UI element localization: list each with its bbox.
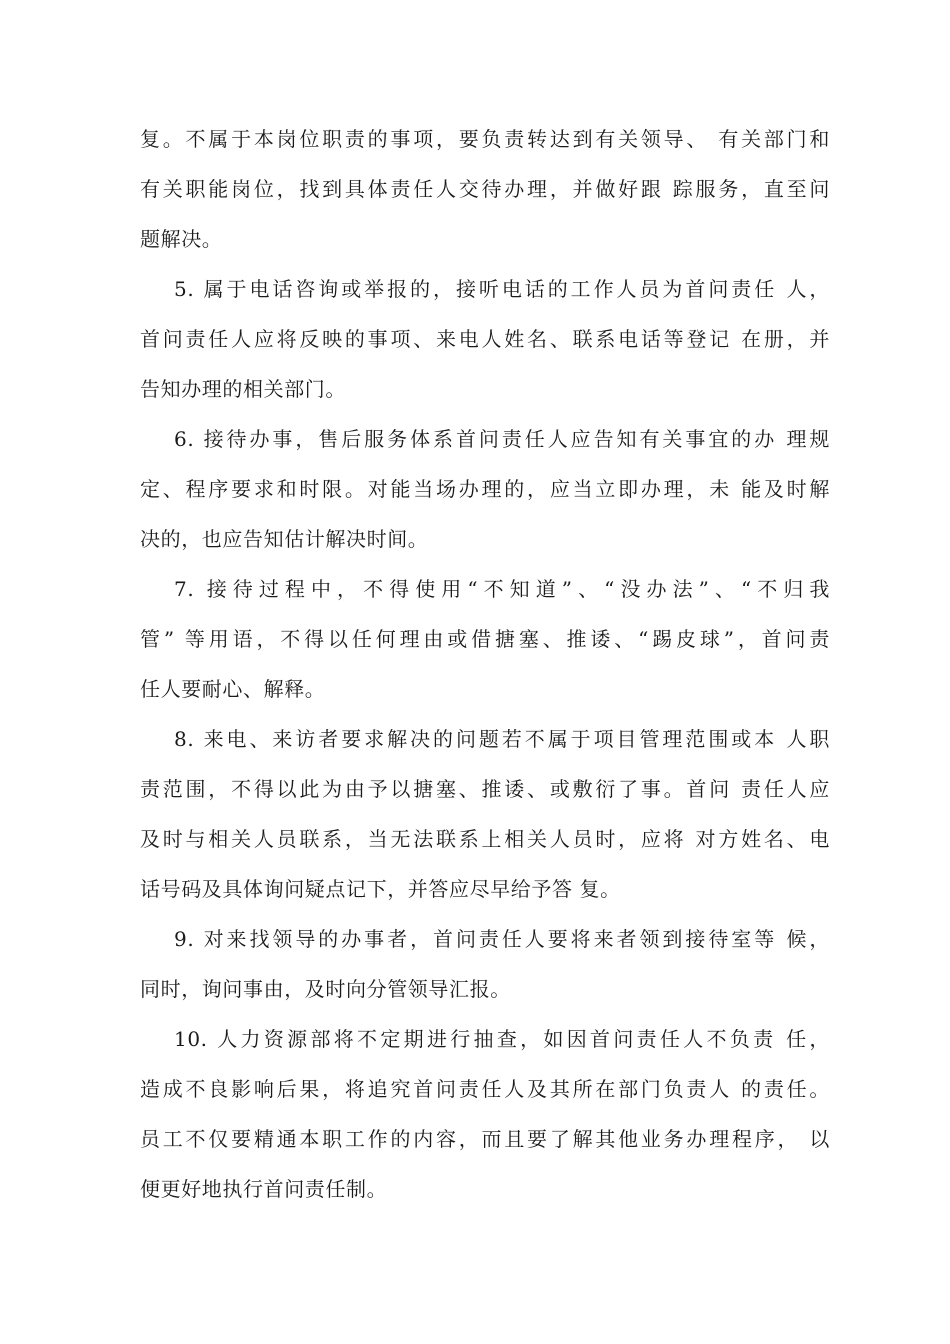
text-line: 造成不良影响后果，将追究首问责任人及其所在部门负责人 的责任。 [140,1077,830,1101]
text-line: 复。不属于本岗位职责的事项，要负责转达到有关领导、 有关部门和 [140,127,830,151]
text-line: 首问责任人应将反映的事项、来电人姓名、联系电话等登记 在册，并 [140,327,830,351]
document-body [140,114,830,1214]
paragraph-item-7 [140,564,830,714]
text-line: 10. 人力资源部将不定期进行抽查，如因首问责任人不负责 任， [174,1027,830,1051]
paragraph-continuation [140,114,830,264]
text-line: 5. 属于电话咨询或举报的，接听电话的工作人员为首问责任 人， [174,277,830,301]
text-line: 题解决。 [140,227,223,251]
paragraph-item-6 [140,414,830,564]
paragraph-item-8 [140,714,830,914]
text-line: 责范围，不得以此为由予以搪塞、推诿、或敷衍了事。首问 责任人应 [140,777,830,801]
paragraph-item-10 [140,1014,830,1214]
text-line: 9. 对来找领导的办事者，首问责任人要将来者领到接待室等 候， [174,927,830,951]
text-line: 管” 等用语，不得以任何理由或借搪塞、推诿、“踢皮球”，首问责 [140,627,830,651]
text-line: 任人要耐心、解释。 [140,677,326,701]
text-line: 6. 接待办事，售后服务体系首问责任人应告知有关事宜的办 理规 [174,427,830,451]
text-line: 员工不仅要精通本职工作的内容，而且要了解其他业务办理程序， 以 [140,1127,830,1151]
text-line: 8. 来电、来访者要求解决的问题若不属于项目管理范围或本 人职 [174,727,830,751]
text-line: 同时，询问事由，及时向分管领导汇报。 [140,977,511,1001]
text-line: 告知办理的相关部门。 [140,377,346,401]
text-line: 及时与相关人员联系，当无法联系上相关人员时，应将 对方姓名、电 [140,827,830,851]
text-line: 定、程序要求和时限。对能当场办理的，应当立即办理，未 能及时解 [140,477,830,501]
text-line: 有关职能岗位，找到具体责任人交待办理，并做好跟 踪服务，直至问 [140,177,830,201]
text-line: 话号码及具体询问疑点记下，并答应尽早给予答 复。 [140,877,621,901]
text-line: 便更好地执行首问责任制。 [140,1177,388,1201]
text-line: 7. 接待过程中，不得使用“不知道”、“没办法”、“不归我 [174,577,830,601]
paragraph-item-9 [140,914,830,1014]
paragraph-item-5 [140,264,830,414]
text-line: 决的，也应告知估计解决时间。 [140,527,429,551]
